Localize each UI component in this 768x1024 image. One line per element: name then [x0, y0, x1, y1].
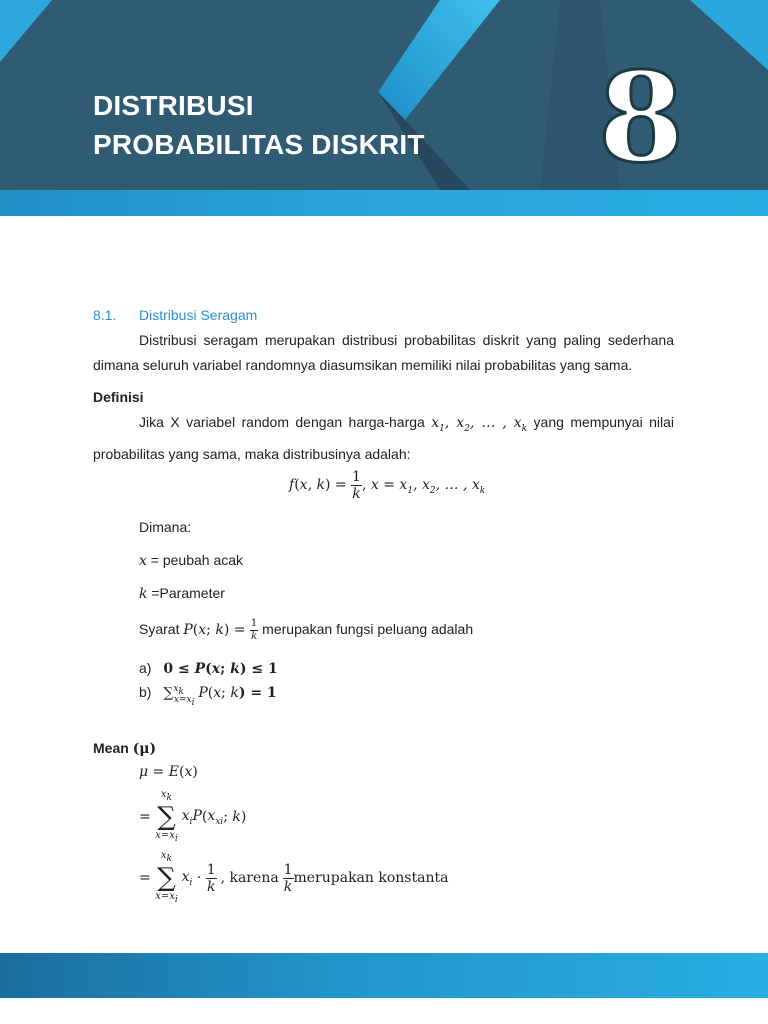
mean-sum-1: = $x_k$ ∑ $x=x_i$ $x_iP(x_{xi}$; k) — [139, 789, 247, 844]
condition-b-label: b) — [139, 684, 152, 700]
dimana-label: Dimana: — [139, 519, 192, 535]
mean-expectation: μ = E(x) — [139, 764, 198, 780]
definition-text-after: yang mempunyai nilai probabilitas yang sama, maka distribusinya adalah: — [93, 414, 675, 462]
definition-text — [93, 410, 674, 467]
syarat-text: merupakan fungsi peluang adalah — [262, 621, 474, 638]
chapter-title — [93, 86, 425, 164]
mean-heading — [93, 736, 674, 762]
x-description: = peubah acak — [150, 552, 244, 568]
section-title: Distribusi Seragam — [139, 307, 258, 323]
condition-a: a) 0 ≤ P(x; k) ≤ 1 — [139, 660, 278, 677]
chapter-title-line1: DISTRIBUSI — [93, 90, 254, 121]
mean-sum-2: = $x_k$ ∑ $x=x_i$ $x_i$ · $\frac{1}{k}$ , karena $\frac{1}{k}$ merupakan konstanta — [139, 850, 449, 905]
definition-text-before: Jika X variabel random dengan harga-harga — [139, 414, 432, 430]
definition-heading: Definisi — [93, 389, 144, 405]
syarat-label: Syarat — [139, 621, 180, 638]
karena-text: , karena — [220, 870, 279, 886]
section-heading — [93, 307, 257, 323]
x-definition: x = peubah acak — [139, 552, 244, 569]
k-definition: k =Parameter — [139, 585, 225, 602]
mean-symbol: (μ) — [132, 741, 157, 757]
condition-a-label: a) — [139, 660, 152, 676]
mean-heading-label: Mean — [93, 740, 129, 756]
values-expression: $x_1$, $x_2$, … , $x_k$ — [431, 415, 528, 434]
syarat-line: Syarat P(x; k) = $\frac{1}{k}$ merupakan fungsi peluang adalah — [139, 618, 474, 642]
footer-band — [0, 953, 768, 998]
section-number: 8.1. — [93, 307, 117, 323]
chapter-title-line2: PROBABILITAS DISKRIT — [93, 129, 425, 160]
condition-b: b) ∑$^{x_k}_{x=x_i}$ P(x; k) = 1 — [139, 684, 277, 708]
k-description: =Parameter — [151, 585, 225, 601]
section-intro: Distribusi seragam merupakan distribusi probabilitas diskrit yang paling sederhana dimana seluruh variabel randomnya diasumsikan memiliki nilai probabilitas yang sama. — [93, 332, 674, 373]
pmf-formula: f(x, k) = $\frac{1}{k}$ , $x = x_1$, $x_2$, … , $x_k$ — [289, 469, 486, 502]
konstanta-text: merupakan konstanta — [293, 870, 449, 886]
chapter-number: 8 — [598, 46, 685, 191]
